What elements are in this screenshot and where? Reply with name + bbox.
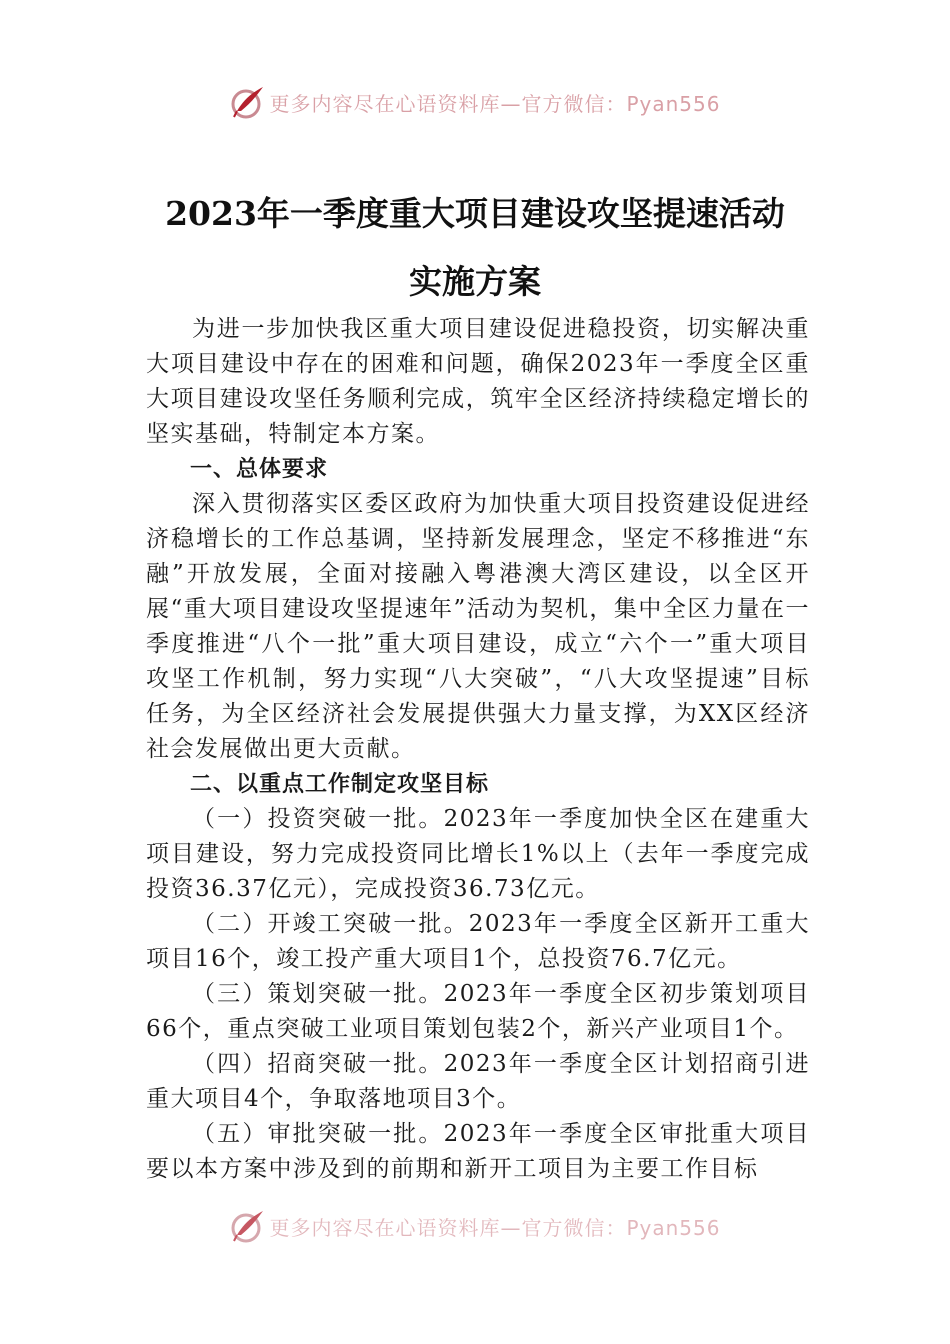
document-title-line2: 实施方案 bbox=[409, 262, 541, 301]
target-item-construction: （二）开竣工突破一批。2023年一季度全区新开工重大项目16个，竣工投产重大项目1个，总投资76.7亿元。 bbox=[146, 911, 810, 972]
document-title-line1: 2023年一季度重大项目建设攻坚提速活动 bbox=[165, 194, 785, 233]
target-item-investment-attraction: （四）招商突破一批。2023年一季度全区计划招商引进重大项目4个，争取落地项目3个。 bbox=[146, 1051, 810, 1112]
intro-paragraph: 为进一步加快我区重大项目建设促进稳投资，切实解决重大项目建设中存在的困难和问题，确保2023年一季度全区重大项目建设攻坚任务顺利完成，筑牢全区经济持续稳定增长的坚实基础，特制定本方案。 bbox=[146, 316, 810, 447]
general-requirements-paragraph: 深入贯彻落实区委区政府为加快重大项目投资建设促进经济稳增长的工作总基调，坚持新发展理念，坚定不移推进“东融”开放发展，全面对接融入粤港澳大湾区建设，以全区开展“重大项目建设攻坚提速年”活动为契机，集中全区力量在一季度推进“八个一批”重大项目建设，成立“六个一”重大项目攻坚工作机制，努力实现“八大突破”，“八大攻坚提速”目标任务，为全区经济社会发展提供强大力量支撑，为XX区经济社会发展做出更大贡献。 bbox=[146, 491, 810, 762]
target-item-planning: （三）策划突破一批。2023年一季度全区初步策划项目66个，重点突破工业项目策划包装2个，新兴产业项目1个。 bbox=[146, 981, 810, 1042]
section-heading-targets: 二、以重点工作制定攻坚目标 bbox=[190, 772, 490, 797]
watermark-footer bbox=[0, 1206, 950, 1246]
watermark-text: 更多内容尽在心语资料库—官方微信：Pyan556 bbox=[269, 91, 721, 116]
target-item-investment: （一）投资突破一批。2023年一季度加快全区在建重大项目建设，努力完成投资同比增长1%以上（去年一季度完成投资36.37亿元），完成投资36.73亿元。 bbox=[146, 806, 810, 902]
quill-logo-icon bbox=[229, 1207, 267, 1245]
target-item-approval: （五）审批突破一批。2023年一季度全区审批重大项目要以本方案中涉及到的前期和新开工项目为主要工作目标 bbox=[146, 1121, 810, 1182]
watermark-text: 更多内容尽在心语资料库—官方微信：Pyan556 bbox=[269, 1215, 721, 1240]
document-body bbox=[146, 312, 810, 1187]
section-heading-general: 一、总体要求 bbox=[190, 457, 329, 482]
